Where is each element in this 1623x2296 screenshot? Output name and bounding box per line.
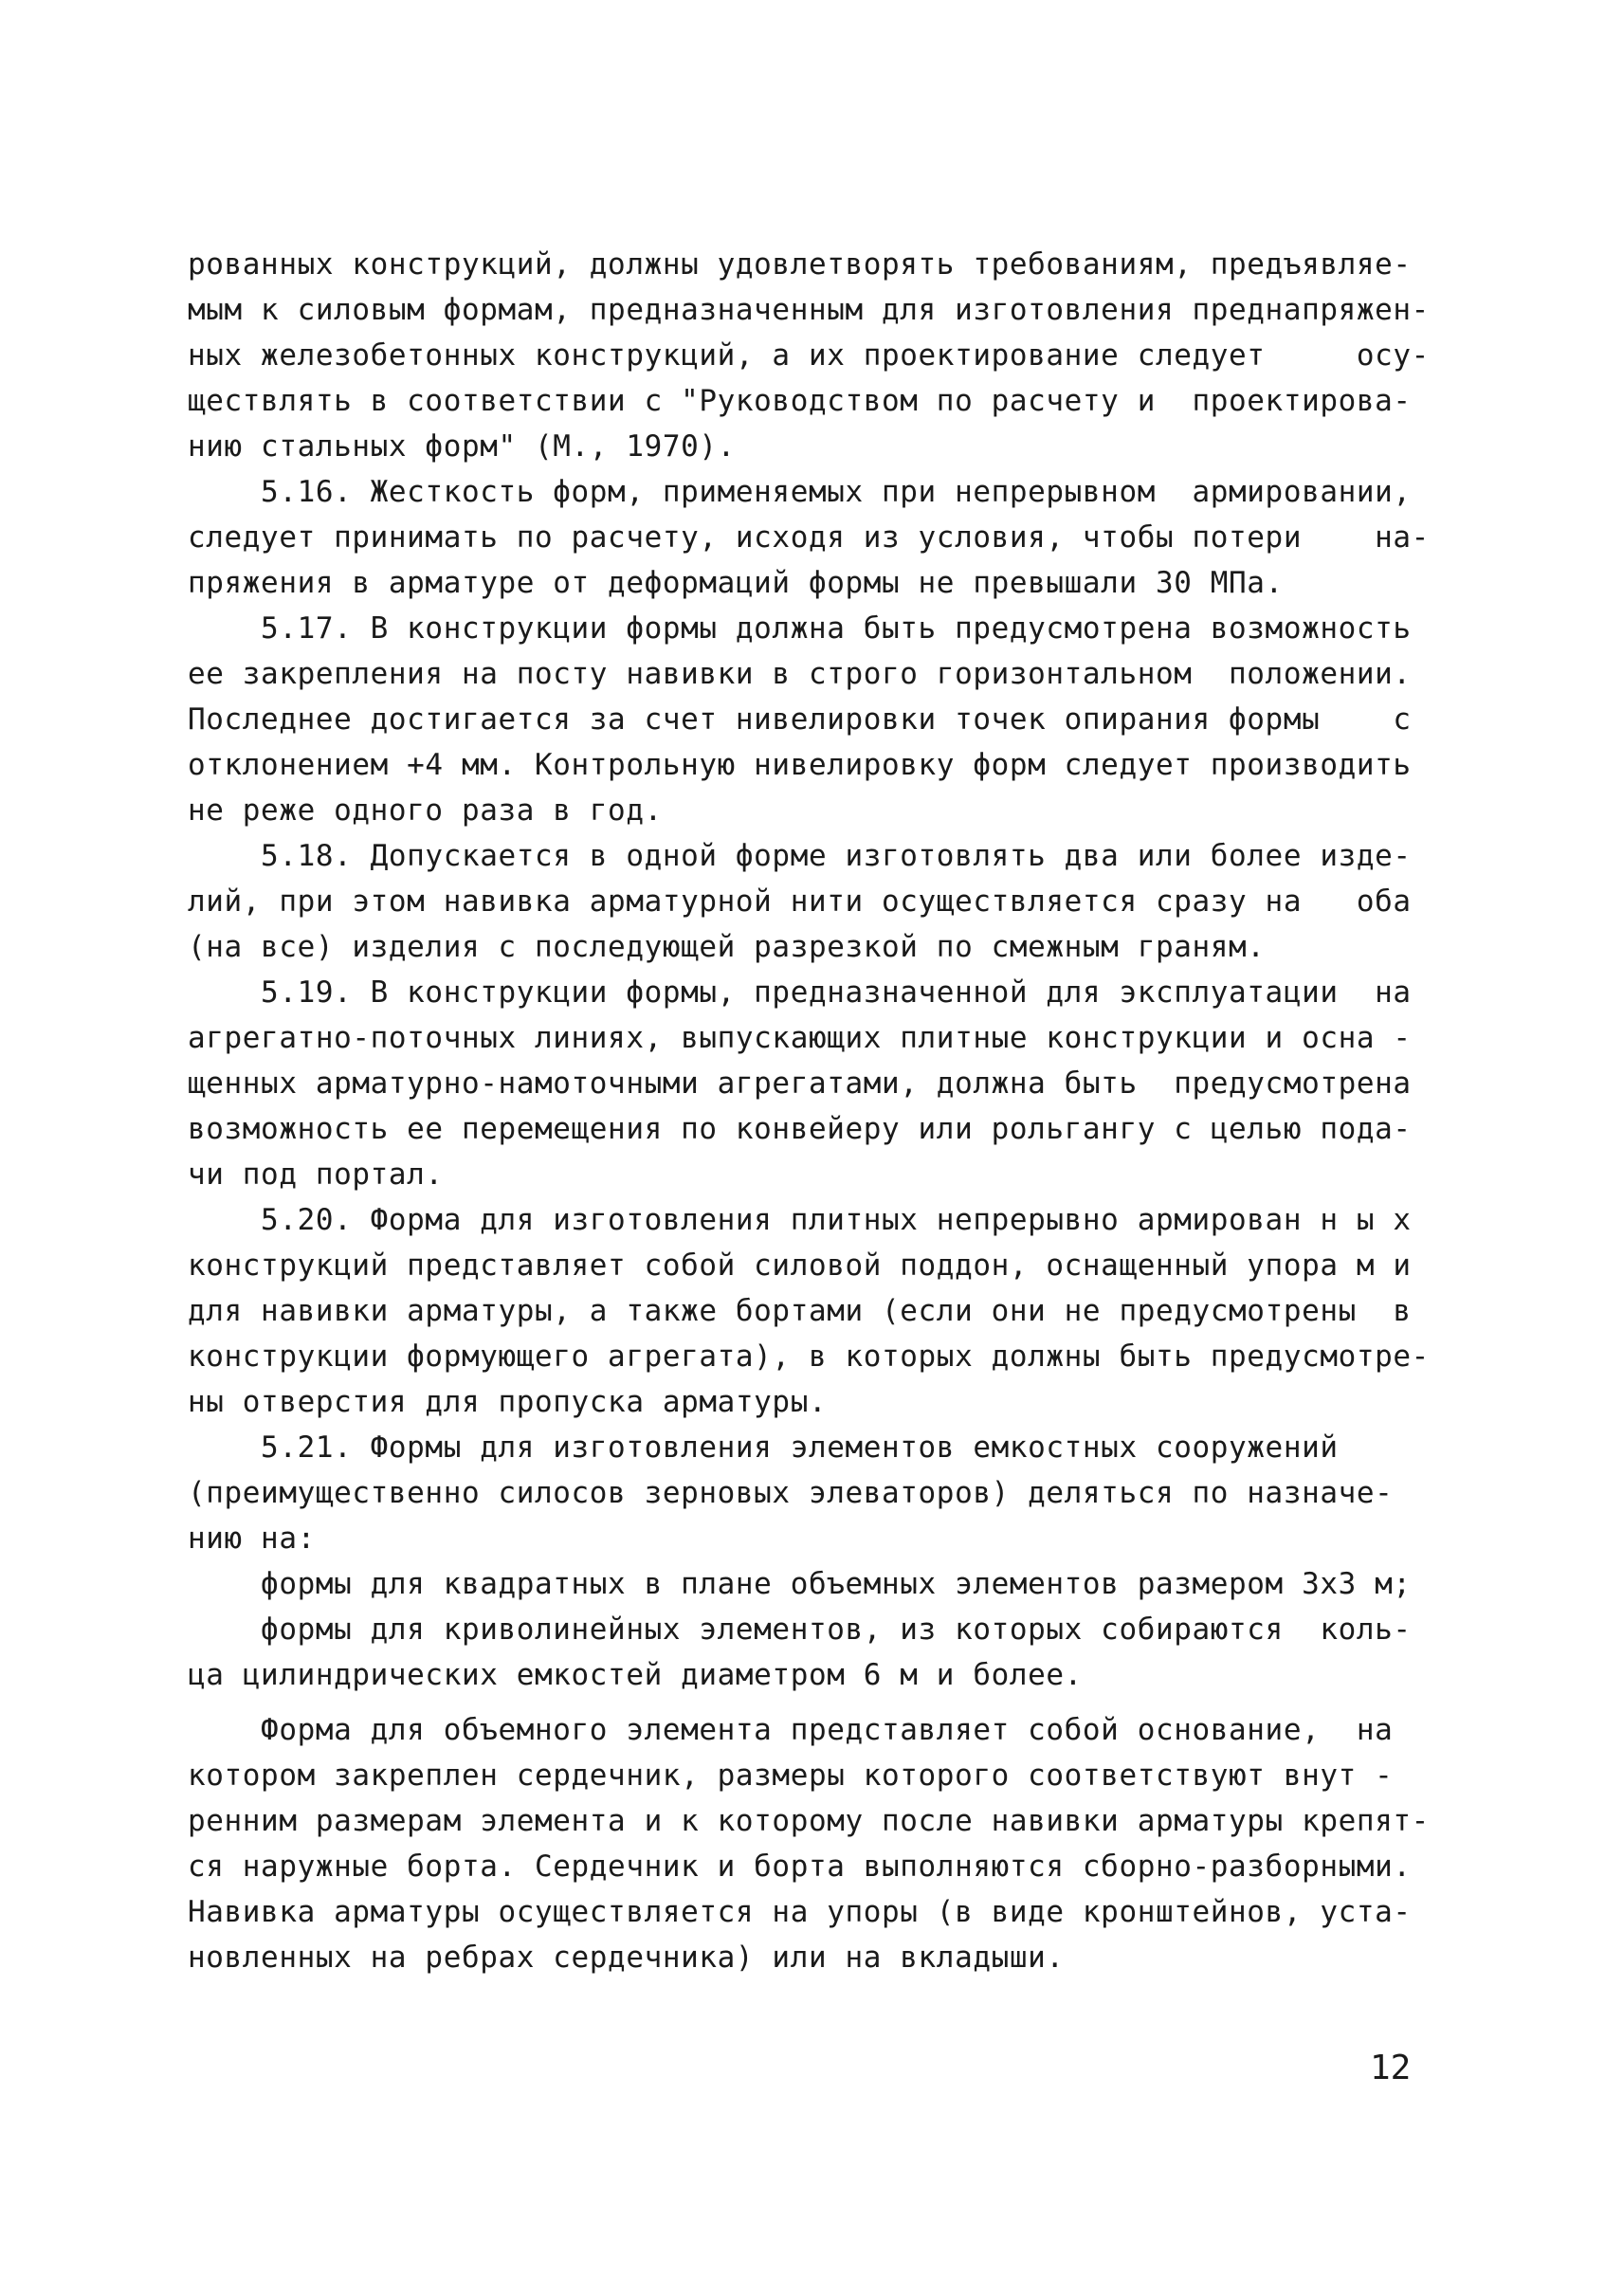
text-line: (преимущественно силосов зерновых элеваторов) деляться по назначе- — [188, 1476, 1394, 1510]
text-line: чи под портал. — [188, 1157, 444, 1192]
text-line: конструкции формующего агрегата), в которых должны быть предусмотре- — [188, 1339, 1430, 1374]
text-line: не реже одного раза в год. — [188, 793, 663, 828]
text-line: следует принимать по расчету, исходя из условия, чтобы потери на- — [188, 520, 1430, 555]
text-line: ществлять в соответствии с "Руководством по расчету и проектирова- — [188, 384, 1412, 418]
text-line: 5.18. Допускается в одной форме изготовлять два или более изде- — [188, 839, 1412, 873]
paragraph-gap — [188, 1698, 1433, 1707]
text-line: ных железобетонных конструкций, а их проектирование следует осу- — [188, 338, 1430, 373]
text-line: пряжения в арматуре от деформаций формы не превышали 30 МПа. — [188, 566, 1284, 600]
text-line: ся наружные борта. Сердечник и борта выполняются сборно-разборными. — [188, 1850, 1412, 1884]
text-line: нию на: — [188, 1522, 316, 1556]
text-line: формы для квадратных в плане объемных элементов размером 3х3 м; — [188, 1567, 1412, 1601]
text-line: 5.19. В конструкции формы, предназначенной для эксплуатации на — [188, 975, 1412, 1010]
text-line: ны отверстия для пропуска арматуры. — [188, 1385, 828, 1419]
text-line: щенных арматурно-намоточными агрегатами, должна быть предусмотрена — [188, 1066, 1412, 1101]
text-line: Навивка арматуры осуществляется на упоры (в виде кронштейнов, уста- — [188, 1895, 1412, 1929]
text-line: мым к силовым формам, предназначенным для изготовления преднапряжен- — [188, 293, 1430, 327]
text-line: Форма для объемного элемента представляет собой основание, на — [188, 1713, 1394, 1747]
text-line: (на все) изделия с последующей разрезкой по смежным граням. — [188, 930, 1266, 964]
text-line: лий, при этом навивка арматурной нити осуществляется сразу на оба — [188, 884, 1412, 919]
text-line: нию стальных форм" (М., 1970). — [188, 429, 736, 464]
text-line: 5.20. Форма для изготовления плитных непрерывно армирован н ы х — [188, 1203, 1412, 1237]
text-line: отклонением +4 мм. Контрольную нивелировку форм следует производить — [188, 748, 1412, 782]
text-line: новленных на ребрах сердечника) или на вкладыши. — [188, 1941, 1065, 1975]
text-line: конструкций представляет собой силовой поддон, оснащенный упора м и — [188, 1248, 1412, 1283]
text-line: котором закреплен сердечник, размеры которого соответствуют внут - — [188, 1758, 1394, 1793]
body-text — [188, 242, 1433, 1980]
text-line: ее закрепления на посту навивки в строго горизонтальном положении. — [188, 657, 1412, 691]
page-number: 12 — [1370, 2049, 1412, 2087]
text-line: ренним размерам элемента и к которому после навивки арматуры крепят- — [188, 1804, 1430, 1838]
text-line: Последнее достигается за счет нивелировки точек опирания формы с — [188, 702, 1412, 737]
text-line: агрегатно-поточных линиях, выпускающих плитные конструкции и осна - — [188, 1021, 1412, 1055]
text-line: возможность ее перемещения по конвейеру или рольгангу с целью пода- — [188, 1112, 1412, 1146]
text-line: 5.21. Формы для изготовления элементов емкостных сооружений — [188, 1430, 1339, 1465]
text-line: рованных конструкций, должны удовлетворять требованиям, предъявляе- — [188, 247, 1412, 282]
text-line: формы для криволинейных элементов, из которых собираются коль- — [188, 1613, 1412, 1647]
text-line: 5.17. В конструкции формы должна быть предусмотрена возможность — [188, 611, 1412, 646]
text-line: 5.16. Жесткость форм, применяемых при непрерывном армировании, — [188, 475, 1412, 509]
text-line: для навивки арматуры, а также бортами (если они не предусмотрены в — [188, 1294, 1412, 1328]
text-line: ца цилиндрических емкостей диаметром 6 м и более. — [188, 1658, 1083, 1692]
